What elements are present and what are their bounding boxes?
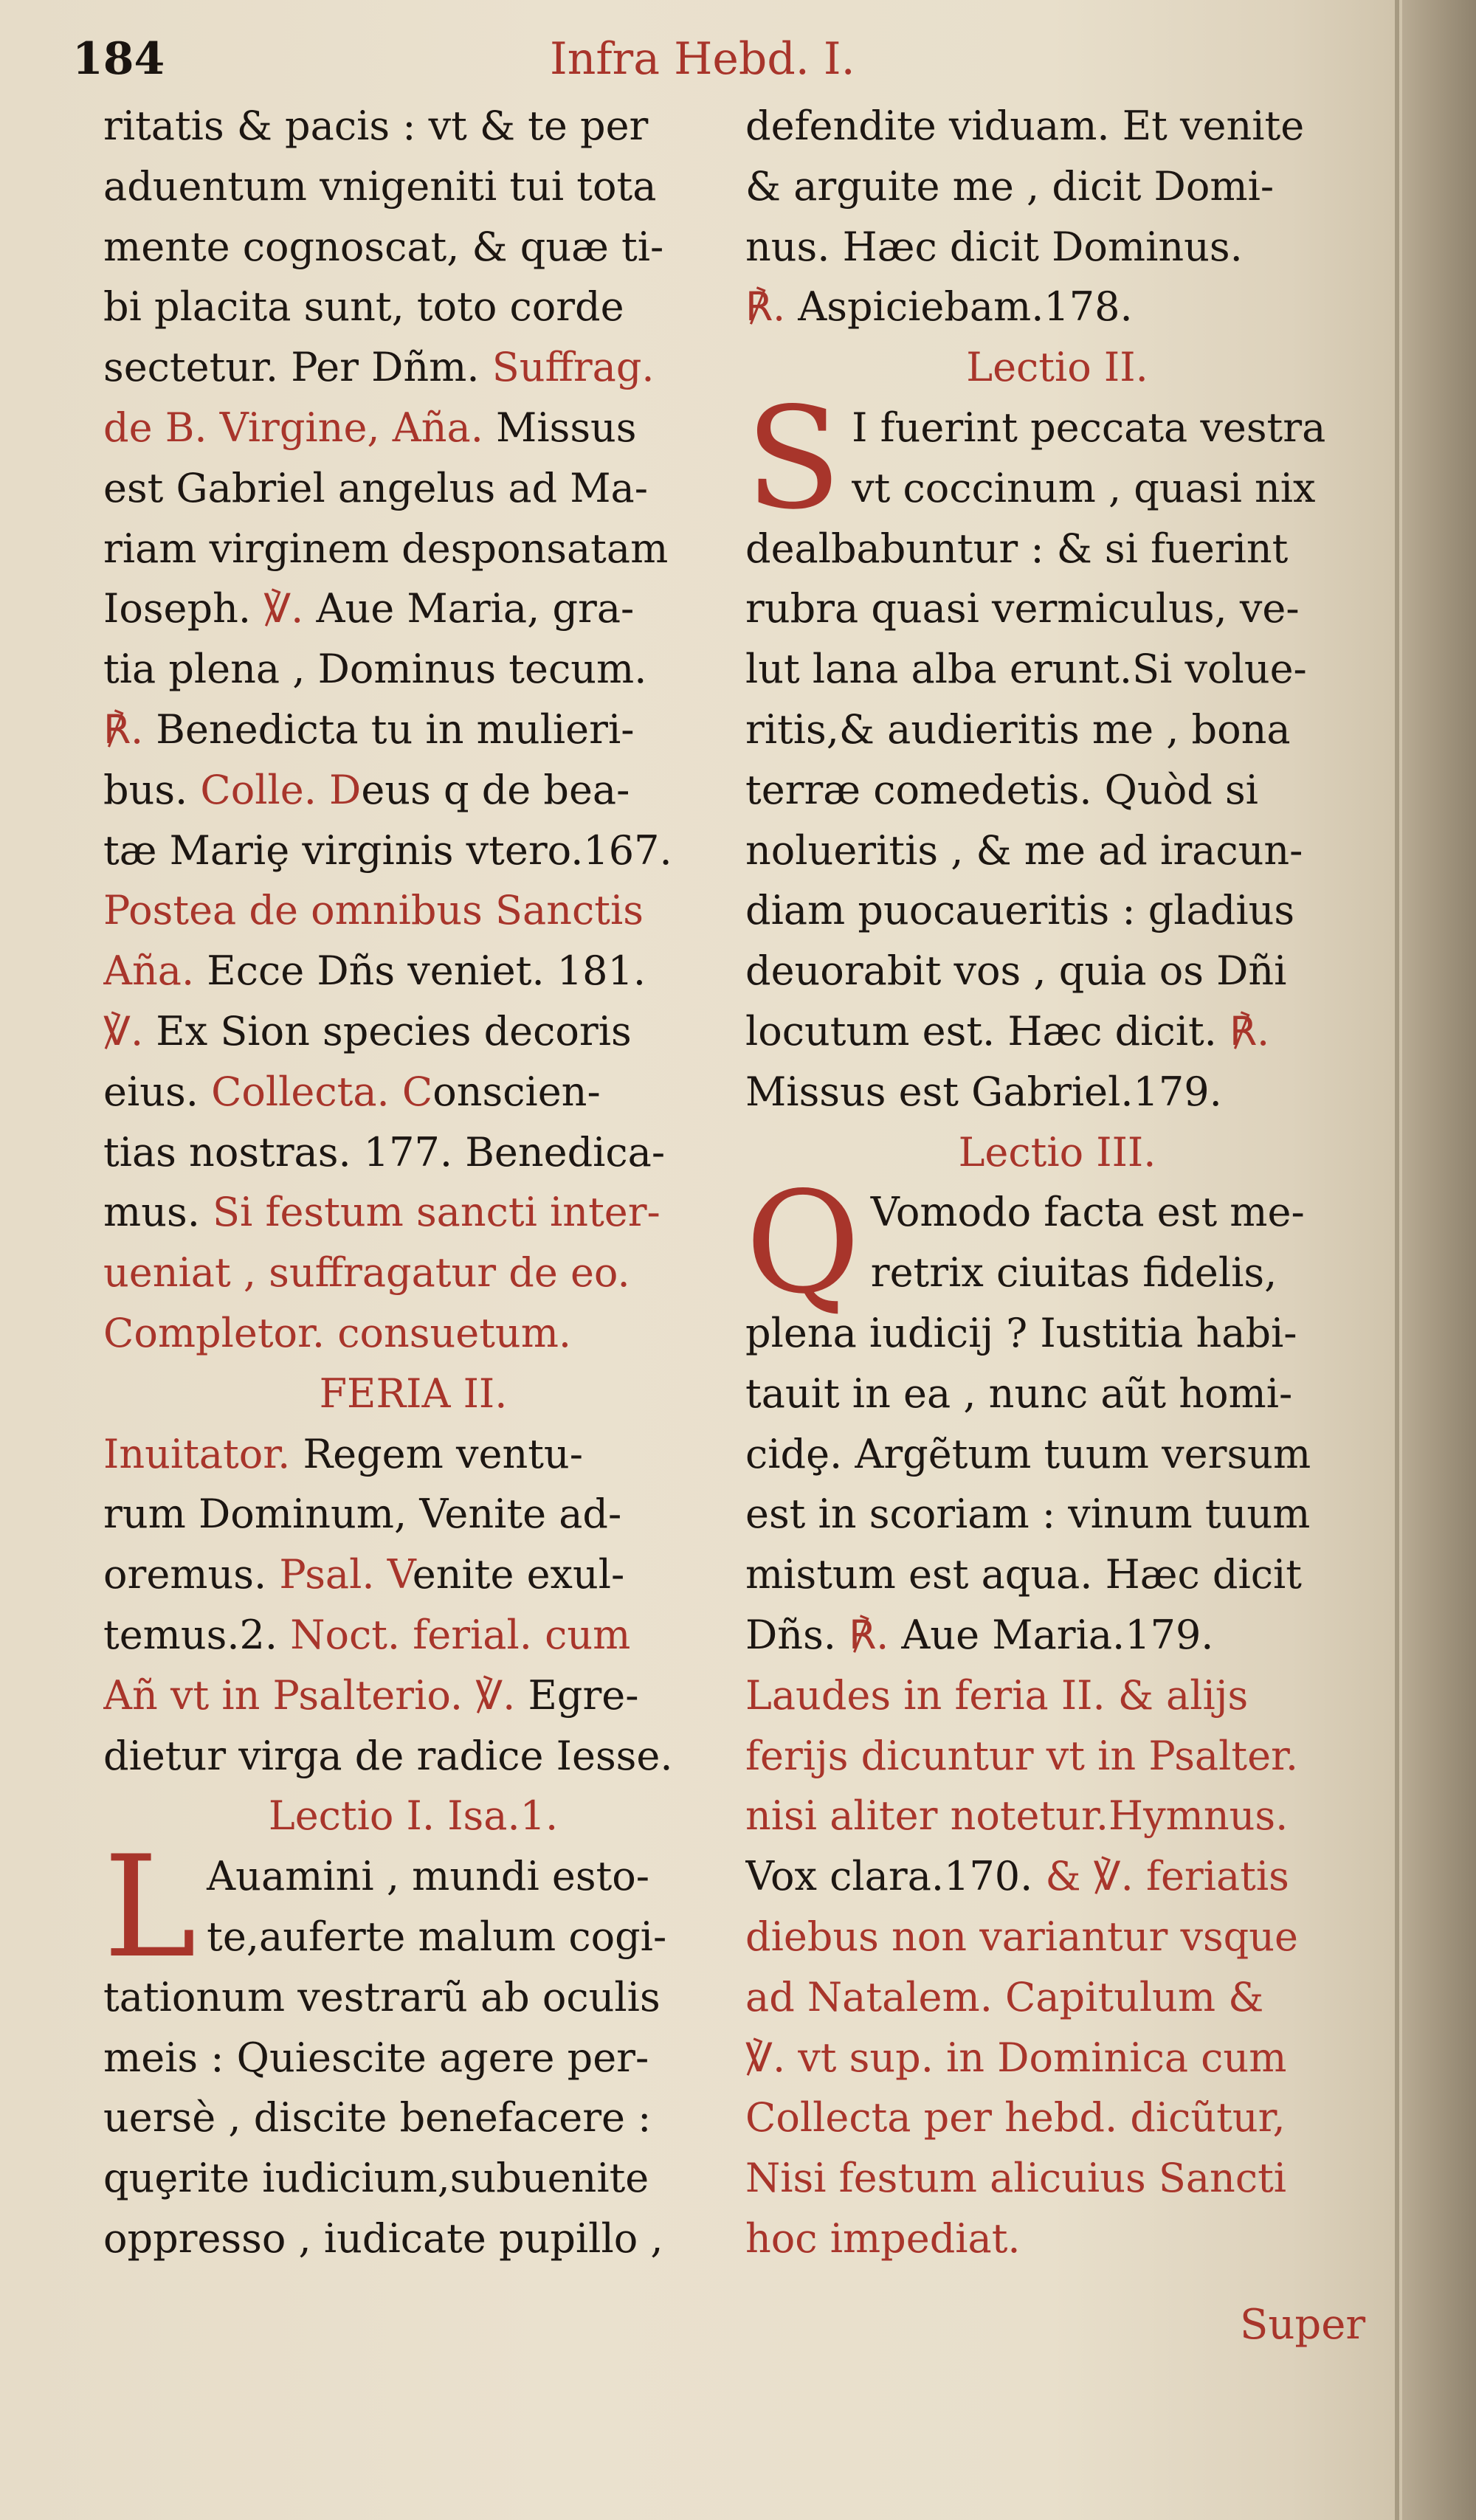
body-text: rubra quasi vermiculus, ve- (745, 585, 1300, 632)
rubric-text: Collecta. C (211, 1068, 433, 1115)
text-line (745, 2028, 1369, 2088)
text-line (745, 1786, 1369, 1846)
book-gutter (1402, 0, 1476, 2520)
body-text: retrix ciuitas fidelis, (870, 1249, 1277, 1297)
body-text: Vox clara.170. (745, 1853, 1046, 1900)
text-line (103, 277, 723, 337)
text-line (745, 217, 1369, 277)
rubric-text: Inuitator. (103, 1430, 291, 1477)
body-text: bi placita sunt, toto corde (103, 283, 624, 331)
text-line (852, 458, 1369, 519)
body-text: deuorabit vos , quia os Dñi (745, 947, 1287, 995)
text-line (745, 1303, 1369, 1364)
text-line (745, 639, 1369, 700)
body-text: Auamini , mundi esto- (207, 1853, 650, 1900)
rubric-text: ℣. vt sup. in Dominica cum (745, 2034, 1287, 2081)
rubric-text: Suffrag. (492, 344, 655, 391)
text-line (103, 1544, 723, 1605)
body-text: sectetur. Per Dñm. (103, 344, 492, 391)
rubric-text: Nisi festum alicuius Sancti (745, 2155, 1287, 2202)
left-column (103, 96, 723, 2269)
text-line (103, 700, 723, 760)
body-text: est Gabriel angelus ad Ma- (103, 464, 648, 511)
body-text: lut lana alba erunt.Si volue- (745, 646, 1307, 693)
page-edge (1395, 0, 1399, 2520)
text-line (103, 217, 723, 277)
body-text: te,auferte malum cogi- (207, 1913, 667, 1960)
rubric-text: Aña. (103, 947, 195, 995)
text-line (103, 1243, 723, 1303)
text-line (103, 1605, 723, 1665)
rubric-text: ueniat , suffragatur de eo. (103, 1249, 630, 1297)
rubric-text: Lectio III. (958, 1128, 1156, 1176)
text-line (745, 941, 1369, 1001)
rubric-text: Collecta per hebd. dicũtur, (745, 2094, 1286, 2141)
text-line (103, 821, 723, 881)
rubric-text: Postea de omnibus Sanctis (103, 887, 644, 934)
text-line (103, 1726, 723, 1787)
text-line (103, 760, 723, 821)
text-line (207, 1907, 723, 1967)
rubric-text: Laudes in feria II. & alijs (745, 1671, 1249, 1719)
text-line (103, 398, 723, 458)
rubric-text: diebus non variantur vsque (745, 1913, 1298, 1960)
body-text: tia plena , Dominus tecum. (103, 646, 647, 693)
text-line (103, 1001, 723, 1062)
body-text: Regem ventu- (290, 1430, 583, 1477)
body-text: Ecce Dñs veniet. 181. (194, 947, 646, 995)
catchword: Super (1240, 2301, 1366, 2349)
rubric-text: ℣. (103, 1007, 144, 1054)
body-text: quȩrite iudicium,subuenite (103, 2155, 649, 2202)
right-column (745, 96, 1369, 2269)
rubric-text: Lectio II. (966, 344, 1148, 391)
body-text: diam puocaueritis : gladius (745, 887, 1295, 934)
body-text: enite exul- (412, 1551, 625, 1598)
text-line (103, 1182, 723, 1243)
rubric-text: ℟. (103, 705, 144, 753)
body-text: Aue Maria, gra- (303, 585, 635, 632)
body-text: meis : Quiescite agere per- (103, 2034, 649, 2081)
rubric-text: de B. Virgine, Aña. (103, 404, 483, 451)
text-line (745, 1544, 1369, 1605)
text-line (745, 1364, 1369, 1424)
rubric-text: Colle. D (200, 766, 362, 813)
text-line (103, 2088, 723, 2148)
page-header (0, 30, 1402, 89)
rubric-text: & ℣. feriatis (1045, 1853, 1289, 1900)
text-line (103, 1786, 723, 1846)
body-text: riam virginem desponsatam (103, 525, 669, 572)
text-line (103, 337, 723, 398)
body-text: Ioseph. (103, 585, 264, 632)
text-line (745, 760, 1369, 821)
text-line (745, 96, 1369, 156)
body-text: Aspiciebam.178. (785, 283, 1133, 331)
text-line (745, 2088, 1369, 2148)
rubric-text: Lectio I. Isa.1. (268, 1792, 559, 1840)
text-line (745, 1665, 1369, 1726)
text-line (103, 1364, 723, 1424)
body-text: cidȩ. Argẽtum tuum versum (745, 1430, 1311, 1477)
body-text: est in scoriam : vinum tuum (745, 1491, 1311, 1538)
rubric-text: ferijs dicuntur vt in Psalter. (745, 1732, 1299, 1779)
body-text: Aue Maria.179. (889, 1611, 1214, 1658)
text-line (745, 1424, 1369, 1485)
rubric-text: Psal. V (279, 1551, 413, 1598)
rubric-text: Añ vt in Psalterio. ℣. (103, 1671, 516, 1719)
text-line (103, 1665, 723, 1726)
text-line (745, 1605, 1369, 1665)
text-line (745, 1484, 1369, 1544)
body-text: terræ comedetis. Quòd si (745, 766, 1258, 813)
rubric-text: Si festum sancti inter- (213, 1189, 661, 1236)
rubric-text: nisi aliter notetur.Hymnus. (745, 1792, 1289, 1840)
body-text: uersè , discite benefacere : (103, 2094, 652, 2141)
body-text: defendite viduam. Et venite (745, 103, 1305, 149)
body-text: I fuerint peccata vestra (852, 404, 1326, 451)
rubric-text: FERIA II. (319, 1370, 508, 1417)
text-line (103, 941, 723, 1001)
body-text: Ex Sion species decoris (143, 1007, 632, 1054)
text-line (745, 1846, 1369, 1907)
text-line (745, 1001, 1369, 1062)
drop-capital: L (103, 1826, 197, 1989)
body-text: oremus. (103, 1551, 280, 1598)
text-line (745, 1062, 1369, 1122)
rubric-text: Completor. consuetum. (103, 1309, 572, 1356)
body-text: eius. (103, 1068, 212, 1115)
text-line (745, 2148, 1369, 2209)
drop-capital: S (745, 376, 842, 540)
text-line (103, 579, 723, 639)
body-text: & arguite me , dicit Domi- (745, 162, 1275, 210)
rubric-text: hoc impediat. (745, 2215, 1021, 2262)
body-text: Missus (483, 404, 637, 451)
text-line (103, 1484, 723, 1544)
text-line (103, 880, 723, 941)
rubric-text: ℟. (849, 1611, 889, 1658)
rubric-text: ad Natalem. Capitulum & (745, 1973, 1264, 2020)
text-line (745, 1907, 1369, 1967)
body-text: mus. (103, 1189, 213, 1236)
text-line (745, 519, 1369, 579)
body-text: mistum est aqua. Hæc dicit (745, 1551, 1302, 1598)
text-line (745, 579, 1369, 639)
text-line (745, 156, 1369, 217)
text-line (103, 96, 723, 156)
text-line (103, 2209, 723, 2269)
body-text: tias nostras. 177. Benedica- (103, 1128, 666, 1176)
body-text: plena iudicij ? Iustitia habi- (745, 1309, 1297, 1356)
body-text: locutum est. Hæc dicit. (745, 1007, 1230, 1054)
text-line (103, 1424, 723, 1485)
text-line (103, 2148, 723, 2209)
text-line (103, 1303, 723, 1364)
body-text: onscien- (432, 1068, 601, 1115)
body-text: eus q de bea- (361, 766, 630, 813)
body-text: mente cognoscat, & quæ ti- (103, 223, 664, 270)
body-text: oppresso , iudicate pupillo , (103, 2215, 663, 2262)
body-text: vt coccinum , quasi nix (852, 464, 1316, 511)
rubric-text: Noct. ferial. cum (290, 1611, 631, 1658)
text-line (745, 880, 1369, 941)
text-line (745, 1726, 1369, 1787)
text-line (103, 458, 723, 519)
text-line (103, 1122, 723, 1183)
text-line (745, 821, 1369, 881)
text-line (103, 519, 723, 579)
body-text: tauit in ea , nunc aũt homi- (745, 1370, 1293, 1417)
body-text: Dñs. (745, 1611, 849, 1658)
text-line (103, 2028, 723, 2088)
rubric-text: ℟. (745, 283, 786, 331)
text-line (103, 639, 723, 700)
body-text: nolueritis , & me ad iracun- (745, 826, 1303, 874)
drop-capital: Q (745, 1161, 861, 1325)
text-line (745, 277, 1369, 337)
text-line (103, 1967, 723, 2028)
text-line (745, 2209, 1369, 2269)
body-text: ritis,& audieritis me , bona (745, 705, 1291, 753)
body-text: dietur virga de radice Iesse. (103, 1732, 673, 1779)
rubric-text: ℟. (1230, 1007, 1270, 1054)
body-text: Benedicta tu in mulieri- (143, 705, 635, 753)
body-text: Egre- (515, 1671, 639, 1719)
text-line (103, 1062, 723, 1122)
text-line (745, 700, 1369, 760)
running-head: Infra Hebd. I. (550, 33, 855, 85)
body-text: rum Dominum, Venite ad- (103, 1491, 622, 1538)
page-number: 184 (72, 33, 165, 85)
text-line (103, 156, 723, 217)
body-text: bus. (103, 766, 201, 813)
body-text: nus. Hæc dicit Dominus. (745, 223, 1243, 270)
body-text: tæ Mariȩ virginis vtero.167. (103, 826, 672, 874)
body-text: ritatis & pacis : vt & te per (103, 103, 649, 149)
body-text: Vomodo facta est me- (870, 1189, 1305, 1236)
text-line (871, 1243, 1369, 1303)
body-text: tationum vestrarũ ab oculis (103, 1973, 661, 2020)
body-text: temus.2. (103, 1611, 291, 1658)
rubric-text: ℣. (263, 585, 304, 632)
text-line (745, 1967, 1369, 2028)
body-text: Missus est Gabriel.179. (745, 1068, 1222, 1115)
body-text: aduentum vnigeniti tui tota (103, 162, 657, 210)
body-text: dealbabuntur : & si fuerint (745, 525, 1289, 572)
